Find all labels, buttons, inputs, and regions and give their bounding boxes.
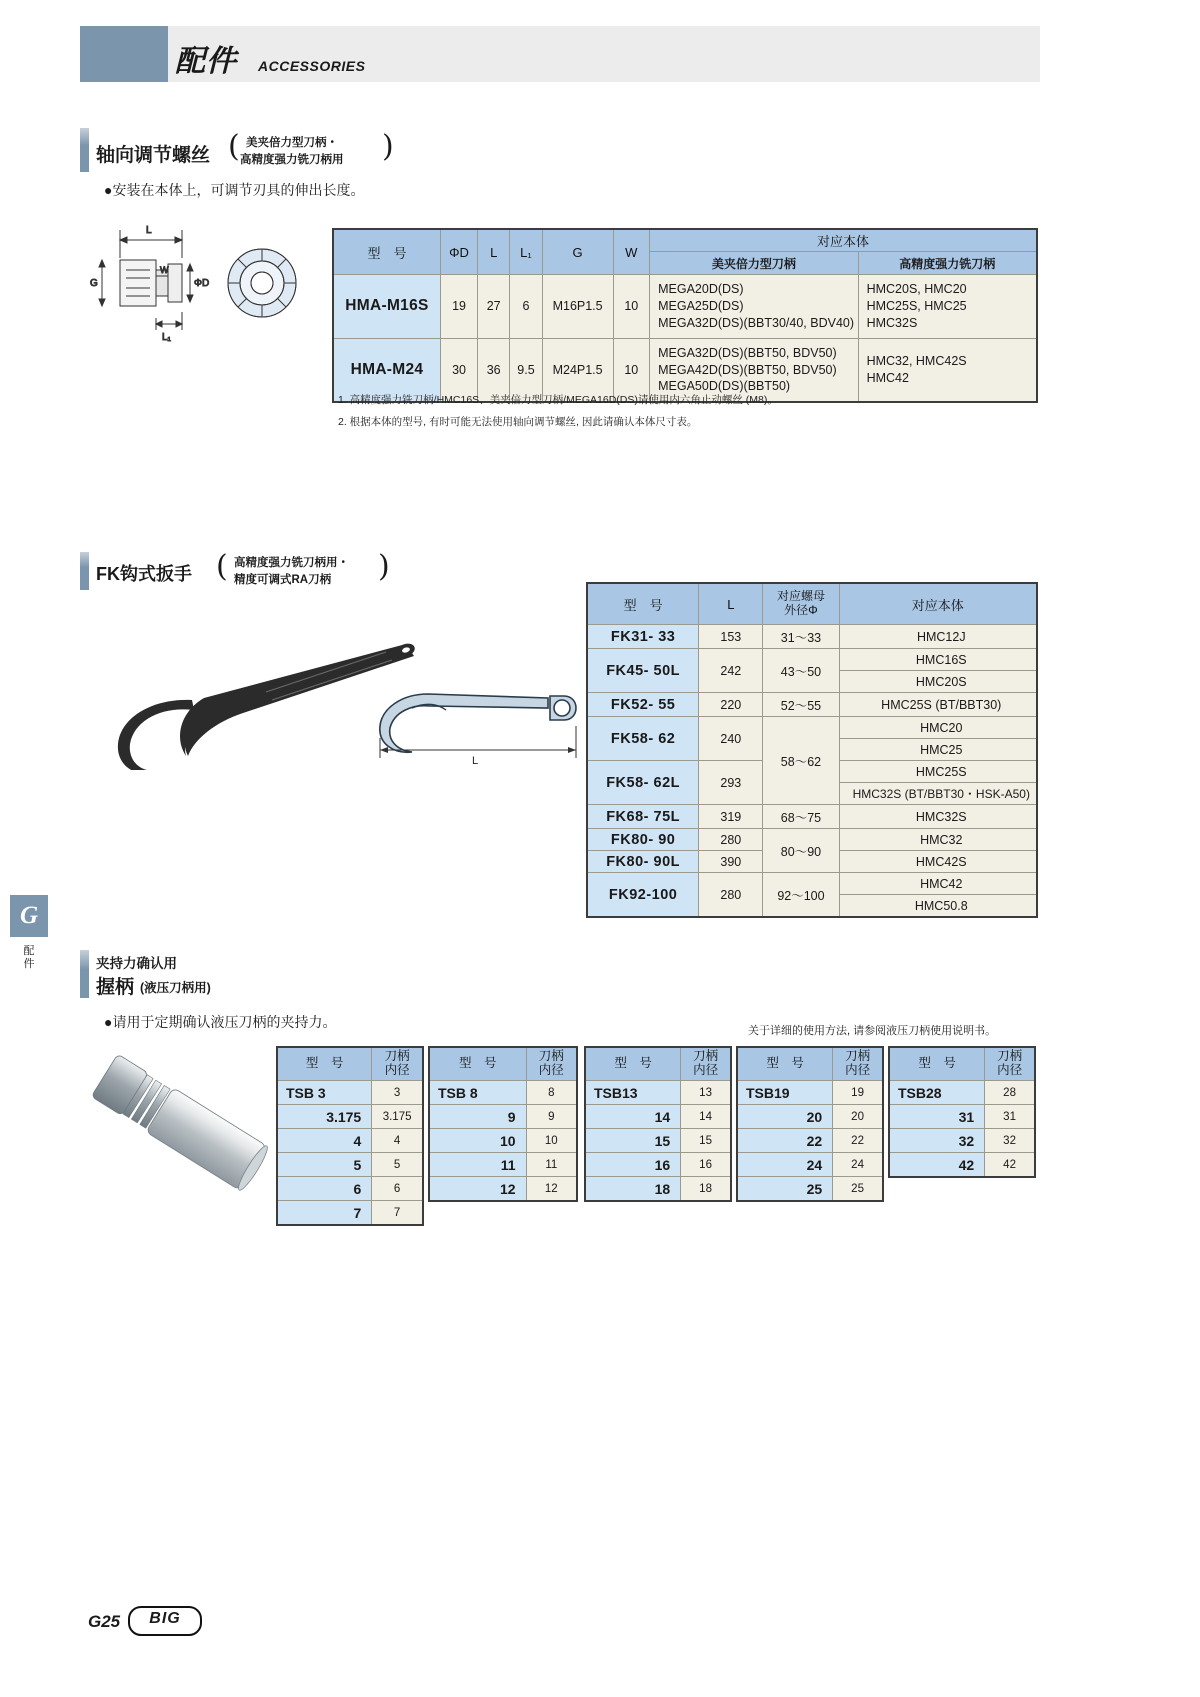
- th-l: L: [478, 229, 510, 275]
- cell-model: TSB13: [585, 1081, 681, 1105]
- cell-bore: 22: [833, 1129, 883, 1153]
- table-row: [889, 1153, 1035, 1178]
- section1-subtitle-line1: 美夹倍力型刀柄・: [246, 137, 338, 149]
- table-row: [587, 717, 1037, 739]
- table-header-row: [333, 229, 1037, 252]
- cell-model: TSB28: [889, 1081, 985, 1105]
- cell-model: 6: [277, 1177, 372, 1201]
- cell-l: 319: [699, 805, 763, 829]
- section3-eyebrow: 夹持力确认用: [96, 956, 177, 971]
- table-row: [429, 1153, 577, 1177]
- cell-hmc-list: HMC20S, HMC20 HMC25S, HMC25 HMC32S: [858, 275, 1037, 339]
- cell-model: FK58- 62: [587, 717, 699, 761]
- table-row: [277, 1081, 423, 1105]
- table-row: [737, 1153, 883, 1177]
- cell-bore: 11: [526, 1153, 577, 1177]
- section2-paren-left: (: [216, 549, 228, 584]
- table-row: [737, 1177, 883, 1202]
- cell-l: 293: [699, 761, 763, 805]
- section3-accent-bar: [80, 950, 89, 998]
- cell-body: HMC25S: [839, 761, 1037, 783]
- brand-logo-text: BIG: [149, 1610, 181, 1627]
- cell-bore: 31: [985, 1105, 1035, 1129]
- cell-bore: 16: [681, 1153, 731, 1177]
- cell-mega-list: MEGA20D(DS) MEGA25D(DS) MEGA32D(DS)(BBT30/40, BDV40): [650, 275, 858, 339]
- cell-bore: 24: [833, 1153, 883, 1177]
- section1-bullet-text: ●安装在本体上，可调节刃具的伸出长度。: [104, 182, 365, 198]
- th-l1: L₁: [510, 229, 542, 275]
- page-title: 配件: [175, 45, 237, 78]
- page-number: G25: [88, 1612, 121, 1631]
- cell-model: FK80- 90L: [587, 851, 699, 873]
- cell-model: 24: [737, 1153, 833, 1177]
- cell-body: HMC32S (BT/BBT30・HSK-A50): [839, 783, 1037, 805]
- cell-body: HMC12J: [839, 625, 1037, 649]
- table-row: [429, 1177, 577, 1202]
- table-row: [587, 805, 1037, 829]
- cell-body: HMC25S (BT/BBT30): [839, 693, 1037, 717]
- th-body-hmc: 高精度强力铣刀柄: [858, 252, 1037, 275]
- th-model: 型 号: [737, 1047, 833, 1081]
- table-row: [277, 1201, 423, 1226]
- svg-text:L: L: [146, 225, 152, 236]
- section3-right-note: 关于详细的使用方法, 请参阅液压刀柄使用说明书。: [748, 1025, 997, 1037]
- page-title-english: ACCESSORIES: [258, 58, 366, 74]
- cell-model: 18: [585, 1177, 681, 1202]
- tsb-table-1: [276, 1046, 424, 1226]
- cell-l: 220: [699, 693, 763, 717]
- cell-body: HMC25: [839, 739, 1037, 761]
- cell-l: 240: [699, 717, 763, 761]
- fk-wrench-table: [586, 582, 1038, 918]
- cell-bore: 13: [681, 1081, 731, 1105]
- th-g: G: [542, 229, 613, 275]
- table-row: [585, 1153, 731, 1177]
- cell-model: 12: [429, 1177, 526, 1202]
- table-header-row: [587, 583, 1037, 625]
- table-row: [585, 1129, 731, 1153]
- th-model: 型 号: [333, 229, 440, 275]
- table-header-row: [889, 1047, 1035, 1081]
- cell-body: HMC42: [839, 873, 1037, 895]
- th-bore: 刀柄 内径: [526, 1047, 577, 1081]
- tsb-table-3: [584, 1046, 732, 1202]
- cell-model: 22: [737, 1129, 833, 1153]
- table-row: [889, 1105, 1035, 1129]
- table-row: [889, 1081, 1035, 1105]
- cell-w: 10: [613, 338, 650, 402]
- cell-body: HMC20S: [839, 671, 1037, 693]
- cell-bore: 3: [372, 1081, 423, 1105]
- cell-bore: 25: [833, 1177, 883, 1202]
- table-row: [585, 1177, 731, 1202]
- th-model: 型 号: [587, 583, 699, 625]
- th-nut-dia: 对应螺母 外径Φ: [763, 583, 839, 625]
- cell-bore: 8: [526, 1081, 577, 1105]
- cell-bore: 9: [526, 1105, 577, 1129]
- axial-screw-drawing: [86, 218, 326, 348]
- page-header-tab: [80, 26, 168, 82]
- cell-model: FK58- 62L: [587, 761, 699, 805]
- table-row: [737, 1081, 883, 1105]
- section2-accent-bar: [80, 552, 89, 590]
- cell-mega-list: MEGA32D(DS)(BBT50, BDV50) MEGA42D(DS)(BBT50, BDV50) MEGA50D(DS)(BBT50): [650, 338, 858, 402]
- table-row: [333, 275, 1037, 339]
- th-body-group: 对应本体: [650, 229, 1037, 252]
- cell-model: 20: [737, 1105, 833, 1129]
- table-row: [889, 1129, 1035, 1153]
- cell-model: TSB19: [737, 1081, 833, 1105]
- cell-phid: 30: [440, 338, 477, 402]
- th-bore: 刀柄 内径: [372, 1047, 423, 1081]
- table-row: [585, 1105, 731, 1129]
- cell-model: 9: [429, 1105, 526, 1129]
- table-row: [737, 1105, 883, 1129]
- cell-model: 4: [277, 1129, 372, 1153]
- cell-bore: 28: [985, 1081, 1035, 1105]
- cell-hmc-list: HMC32, HMC42S HMC42: [858, 338, 1037, 402]
- hma-screw-table: [332, 228, 1038, 403]
- tsb-table-5: [888, 1046, 1036, 1178]
- th-phid: ΦD: [440, 229, 477, 275]
- cell-model: FK92-100: [587, 873, 699, 918]
- table-row: [429, 1129, 577, 1153]
- cell-model: HMA-M16S: [333, 275, 440, 339]
- cell-bore: 10: [526, 1129, 577, 1153]
- cell-bore: 6: [372, 1177, 423, 1201]
- brand-logo: [128, 1606, 202, 1636]
- cell-model: 25: [737, 1177, 833, 1202]
- section1-accent-bar: [80, 128, 89, 172]
- cell-bore: 18: [681, 1177, 731, 1202]
- cell-model: 31: [889, 1105, 985, 1129]
- table-row: [277, 1105, 423, 1129]
- cell-model: 11: [429, 1153, 526, 1177]
- cell-l1: 9.5: [510, 338, 542, 402]
- fk-dimension-label-L: L: [472, 755, 479, 764]
- th-bore: 刀柄 内径: [833, 1047, 883, 1081]
- cell-l1: 6: [510, 275, 542, 339]
- table-row: [587, 693, 1037, 717]
- table-row: [277, 1177, 423, 1201]
- th-bore: 刀柄 内径: [681, 1047, 731, 1081]
- tsb-table-4: [736, 1046, 884, 1202]
- cell-l: 242: [699, 649, 763, 693]
- th-bore: 刀柄 内径: [985, 1047, 1035, 1081]
- svg-text:ΦD: ΦD: [194, 278, 210, 289]
- cell-body: HMC16S: [839, 649, 1037, 671]
- svg-text:G: G: [90, 278, 98, 289]
- section3-bullet-text: ●请用于定期确认液压刀柄的夹持力。: [104, 1014, 337, 1030]
- section1-note-2: 2. 根据本体的型号, 有时可能无法使用轴向调节螺丝, 因此请确认本体尺寸表。: [338, 416, 698, 428]
- cell-l: 27: [478, 275, 510, 339]
- table-header-row: [429, 1047, 577, 1081]
- table-header-row: [277, 1047, 423, 1081]
- cell-g: M24P1.5: [542, 338, 613, 402]
- cell-l: 36: [478, 338, 510, 402]
- cell-bore: 20: [833, 1105, 883, 1129]
- side-index-label: 配 件: [23, 945, 35, 970]
- section3-title-paren: (液压刀柄用): [140, 981, 211, 995]
- side-index-letter: G: [19, 902, 39, 929]
- cell-bore: 42: [985, 1153, 1035, 1178]
- cell-g: M16P1.5: [542, 275, 613, 339]
- cell-model: FK31- 33: [587, 625, 699, 649]
- section2-subtitle-line2: 精度可调式RA刀柄: [234, 574, 332, 586]
- table-row: [587, 829, 1037, 851]
- cell-l: 280: [699, 829, 763, 851]
- cell-model: 42: [889, 1153, 985, 1178]
- cell-nut: 31〜33: [763, 625, 839, 649]
- cell-model: FK52- 55: [587, 693, 699, 717]
- th-l: L: [699, 583, 763, 625]
- cell-body: HMC32: [839, 829, 1037, 851]
- table-row: [277, 1153, 423, 1177]
- cell-bore: 3.175: [372, 1105, 423, 1129]
- cell-bore: 12: [526, 1177, 577, 1202]
- section1-paren-right: ): [382, 129, 394, 164]
- th-model: 型 号: [585, 1047, 681, 1081]
- cell-nut: 58〜62: [763, 717, 839, 805]
- cell-body: HMC50.8: [839, 895, 1037, 918]
- cell-w: 10: [613, 275, 650, 339]
- cell-phid: 19: [440, 275, 477, 339]
- side-index-tab: [10, 895, 48, 937]
- section1-subtitle-line2: 高精度强力铣刀柄用: [240, 154, 344, 166]
- section1-paren-left: (: [228, 129, 240, 164]
- svg-text:W: W: [160, 265, 169, 275]
- cell-model: 32: [889, 1129, 985, 1153]
- cell-nut: 68〜75: [763, 805, 839, 829]
- cell-model: FK68- 75L: [587, 805, 699, 829]
- cell-model: HMA-M24: [333, 338, 440, 402]
- table-row: [587, 873, 1037, 895]
- table-row: [585, 1081, 731, 1105]
- section3-title: 握柄: [96, 977, 135, 998]
- cell-bore: 14: [681, 1105, 731, 1129]
- section2-subtitle-line1: 高精度强力铣刀柄用・: [234, 557, 349, 569]
- cell-model: 10: [429, 1129, 526, 1153]
- cell-body: HMC42S: [839, 851, 1037, 873]
- cell-l: 280: [699, 873, 763, 918]
- table-row: [587, 649, 1037, 671]
- cell-bore: 32: [985, 1129, 1035, 1153]
- cell-nut: 52〜55: [763, 693, 839, 717]
- th-w: W: [613, 229, 650, 275]
- table-row: [429, 1081, 577, 1105]
- cell-model: FK80- 90: [587, 829, 699, 851]
- table-row: [429, 1105, 577, 1129]
- cell-model: 16: [585, 1153, 681, 1177]
- cell-model: 5: [277, 1153, 372, 1177]
- table-header-row: [737, 1047, 883, 1081]
- cell-nut: 43〜50: [763, 649, 839, 693]
- cell-bore: 4: [372, 1129, 423, 1153]
- cell-model: TSB 3: [277, 1081, 372, 1105]
- cell-model: TSB 8: [429, 1081, 526, 1105]
- cell-l: 390: [699, 851, 763, 873]
- cell-bore: 15: [681, 1129, 731, 1153]
- cell-model: 14: [585, 1105, 681, 1129]
- cell-bore: 5: [372, 1153, 423, 1177]
- cell-model: FK45- 50L: [587, 649, 699, 693]
- section1-note-1: 1. 高精度强力铣刀柄/HMC16S、美夹倍力型刀柄/MEGA16D(DS)请使用内六角止动螺丝 (M8)。: [338, 394, 778, 406]
- th-model: 型 号: [277, 1047, 372, 1081]
- cell-bore: 19: [833, 1081, 883, 1105]
- cell-body: HMC20: [839, 717, 1037, 739]
- cell-model: 3.175: [277, 1105, 372, 1129]
- grip-handle-drawing: [78, 1048, 283, 1193]
- th-body: 对应本体: [839, 583, 1037, 625]
- table-row: [587, 625, 1037, 649]
- cell-model: 15: [585, 1129, 681, 1153]
- tsb-table-2: [428, 1046, 578, 1202]
- cell-nut: 92〜100: [763, 873, 839, 918]
- section1-title: 轴向调节螺丝: [96, 145, 211, 166]
- table-row: [277, 1129, 423, 1153]
- section2-title: FK钩式扳手: [96, 564, 192, 584]
- cell-body: HMC32S: [839, 805, 1037, 829]
- cell-l: 153: [699, 625, 763, 649]
- svg-text:L₁: L₁: [162, 332, 171, 343]
- th-model: 型 号: [889, 1047, 985, 1081]
- cell-nut: 80〜90: [763, 829, 839, 873]
- cell-bore: 7: [372, 1201, 423, 1226]
- th-model: 型 号: [429, 1047, 526, 1081]
- table-row: [737, 1129, 883, 1153]
- cell-model: 7: [277, 1201, 372, 1226]
- section2-paren-right: ): [378, 549, 390, 584]
- fk-wrench-drawing-flat: [368, 686, 578, 764]
- table-header-row: [585, 1047, 731, 1081]
- th-body-mega: 美夹倍力型刀柄: [650, 252, 858, 275]
